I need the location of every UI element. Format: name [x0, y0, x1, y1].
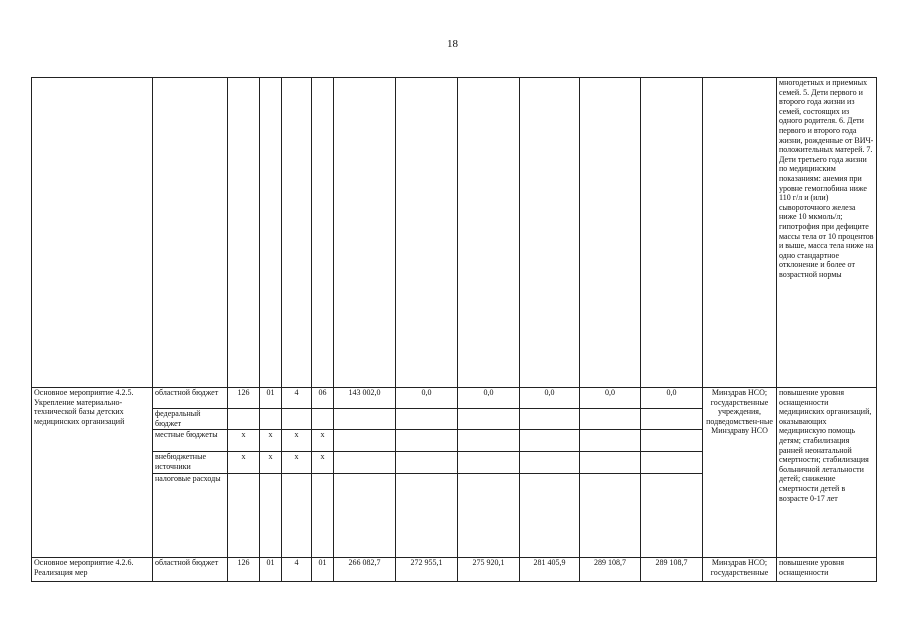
cell-empty [641, 78, 703, 388]
measure-name: Основное мероприятие 4.2.5. Укрепление материально-технической базы детских медицинских организаций [32, 388, 153, 558]
gp-code [260, 409, 282, 430]
cell-empty [32, 78, 153, 388]
cell-empty [520, 78, 580, 388]
grbs-code: 126 [228, 388, 260, 409]
funding-source: местные бюджеты [153, 430, 228, 452]
funding-source: областной бюджет [153, 388, 228, 409]
continuation-row [32, 78, 877, 388]
gp-code: x [260, 452, 282, 474]
year-value: 0,0 [641, 388, 703, 409]
executor: Минздрав НСО; государственные учреждения, подведомствен-ные Минздраву НСО [703, 388, 777, 558]
funding-source: внебюджетные источники [153, 452, 228, 474]
year-value [520, 409, 580, 430]
funding-source: федеральный бюджет [153, 409, 228, 430]
year-value [396, 409, 458, 430]
pgp-code: x [282, 452, 312, 474]
expected-result: повышение уровня оснащенности медицинских организаций, оказывающих медицинскую помощь детям; стабилизация ранней неонатальной смертности; стабилизация больничной летальности детей; снижение смертности детей в возрасте 0-17 лет [777, 388, 877, 558]
program-measures-table [31, 77, 877, 582]
year-value [458, 430, 520, 452]
grbs-code: x [228, 452, 260, 474]
year-value: 275 920,1 [458, 558, 520, 582]
om-code: x [312, 452, 334, 474]
executor: Минздрав НСО; государственные [703, 558, 777, 582]
cell-empty [334, 78, 396, 388]
year-value: 289 108,7 [580, 558, 641, 582]
year-value: 281 405,9 [520, 558, 580, 582]
grbs-code: 126 [228, 558, 260, 582]
grbs-code: x [228, 430, 260, 452]
year-value [641, 430, 703, 452]
year-value [458, 409, 520, 430]
funding-source: налоговые расходы [153, 474, 228, 558]
om-code: 01 [312, 558, 334, 582]
year-value: 272 955,1 [396, 558, 458, 582]
year-value [396, 430, 458, 452]
cell-empty [312, 78, 334, 388]
pgp-code: x [282, 430, 312, 452]
cell-empty [228, 78, 260, 388]
cell-empty [153, 78, 228, 388]
indicators-cell: многодетных и приемных семей. 5. Дети первого и второго года жизни из семей, состоящих из одного родителя. 6. Дети первого и второго года жизни, рожденные от ВИЧ-положительных матерей. 7. Дети третьего года жизни по медицинским показаниям: анемия при уровне гемоглобина ниже 110 г/л и (или) сывороточного железа ниже 10 мкмоль/л; гипотрофия при дефиците массы тела от 10 процентов и выше, масса тела ниже на одно стандартное отклонение и более от возрастной нормы [777, 78, 877, 388]
gp-code: 01 [260, 558, 282, 582]
table-row [32, 388, 877, 409]
year-value [520, 430, 580, 452]
cell-empty [580, 78, 641, 388]
year-value [641, 452, 703, 474]
om-code [312, 409, 334, 430]
om-code: x [312, 430, 334, 452]
year-value [580, 474, 641, 558]
year-value [520, 474, 580, 558]
year-value: 143 002,0 [334, 388, 396, 409]
year-value: 0,0 [396, 388, 458, 409]
year-value: 0,0 [520, 388, 580, 409]
grbs-code [228, 409, 260, 430]
year-value [520, 452, 580, 474]
measure-name: Основное мероприятие 4.2.6. Реализация мер [32, 558, 153, 582]
year-value [334, 474, 396, 558]
year-value: 289 108,7 [641, 558, 703, 582]
om-code: 06 [312, 388, 334, 409]
year-value [580, 409, 641, 430]
expected-result: повышение уровня оснащенности [777, 558, 877, 582]
year-value [334, 430, 396, 452]
year-value: 0,0 [580, 388, 641, 409]
year-value: 266 082,7 [334, 558, 396, 582]
pgp-code: 4 [282, 388, 312, 409]
cell-empty [260, 78, 282, 388]
year-value [334, 409, 396, 430]
year-value [396, 452, 458, 474]
pgp-code: 4 [282, 558, 312, 582]
year-value [580, 430, 641, 452]
pgp-code [282, 474, 312, 558]
year-value [334, 452, 396, 474]
gp-code: 01 [260, 388, 282, 409]
gp-code: x [260, 430, 282, 452]
cell-empty [396, 78, 458, 388]
year-value [580, 452, 641, 474]
om-code [312, 474, 334, 558]
year-value [641, 474, 703, 558]
cell-empty [458, 78, 520, 388]
year-value [458, 474, 520, 558]
funding-source: областной бюджет [153, 558, 228, 582]
gp-code [260, 474, 282, 558]
year-value [641, 409, 703, 430]
table-row [32, 558, 877, 582]
year-value [458, 452, 520, 474]
cell-empty [703, 78, 777, 388]
cell-empty [282, 78, 312, 388]
pgp-code [282, 409, 312, 430]
grbs-code [228, 474, 260, 558]
year-value [396, 474, 458, 558]
year-value: 0,0 [458, 388, 520, 409]
page-number: 18 [447, 38, 458, 50]
